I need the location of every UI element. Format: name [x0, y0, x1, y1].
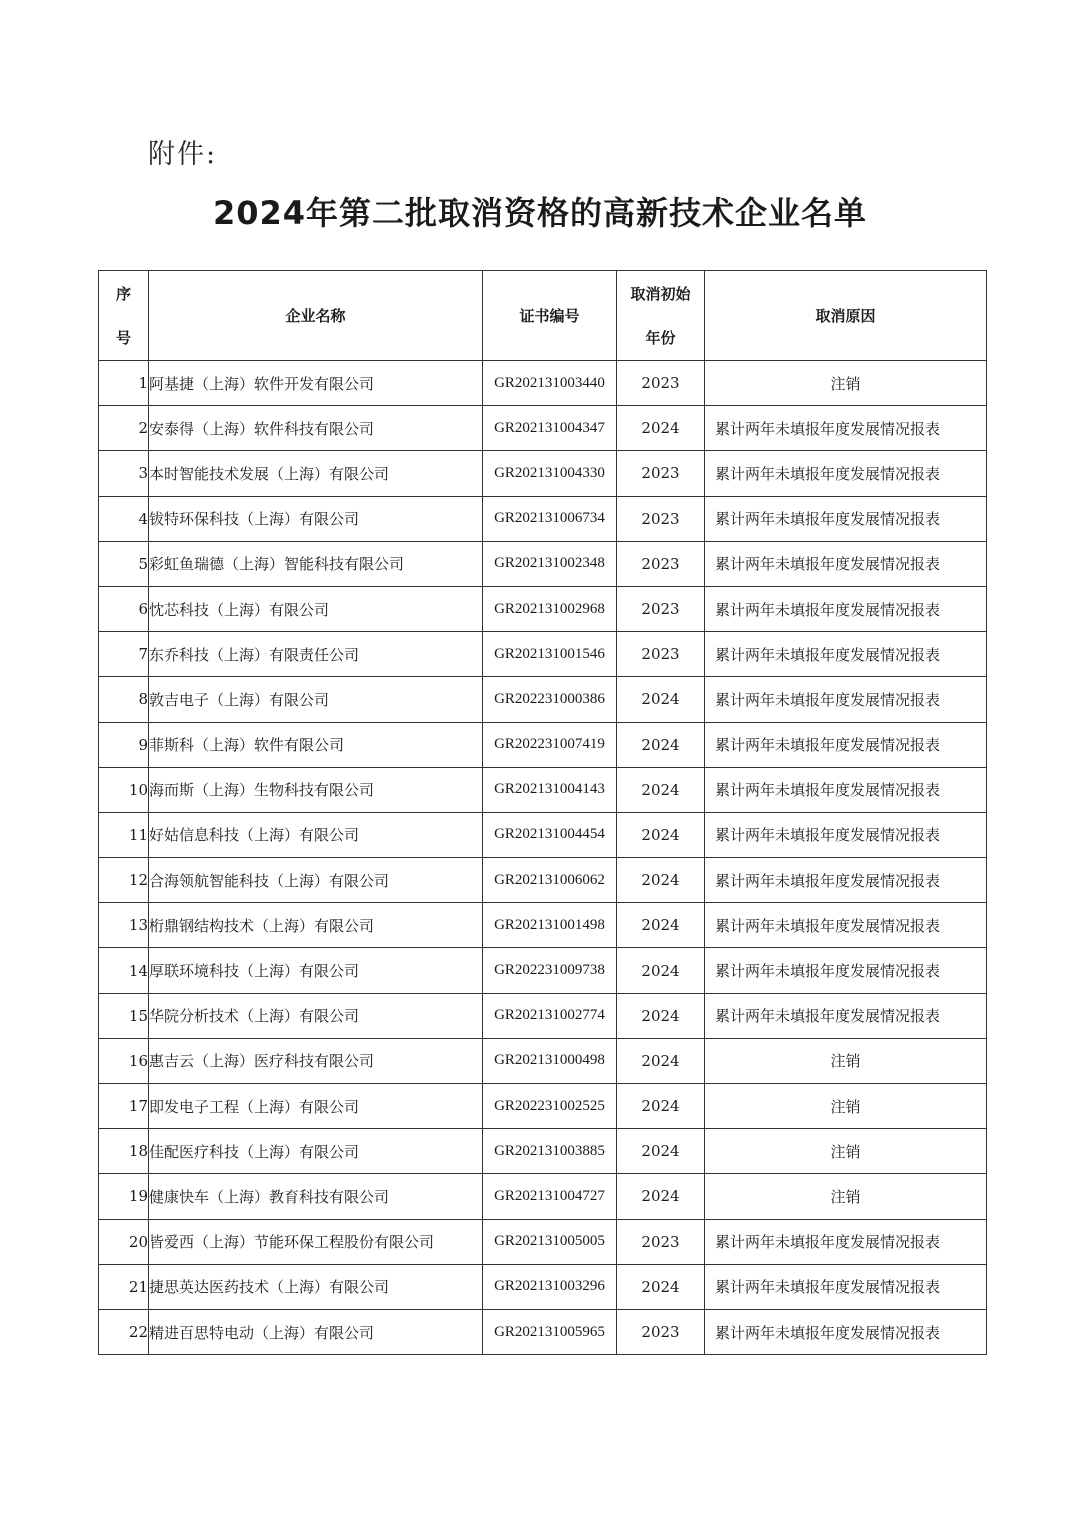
row-cancel-reason: 累计两年未填报年度发展情况报表 [705, 1264, 987, 1309]
table-header-row [99, 271, 987, 361]
row-cancel-reason: 注销 [705, 1174, 987, 1219]
row-seq: 21 [99, 1264, 149, 1309]
row-enterprise-name: 好姑信息科技（上海）有限公司 [149, 812, 483, 857]
row-cancel-year: 2024 [617, 993, 705, 1038]
table-row [99, 1084, 987, 1129]
row-seq: 18 [99, 1129, 149, 1174]
row-certificate-number: GR202131006734 [483, 496, 617, 541]
table-row [99, 1129, 987, 1174]
table-row [99, 632, 987, 677]
header-seq [99, 271, 149, 361]
row-cancel-reason: 累计两年未填报年度发展情况报表 [705, 451, 987, 496]
header-seq-line1: 序 [115, 284, 131, 303]
row-certificate-number: GR202131005965 [483, 1309, 617, 1354]
row-cancel-reason: 注销 [705, 1084, 987, 1129]
row-cancel-reason: 累计两年未填报年度发展情况报表 [705, 632, 987, 677]
table-row [99, 541, 987, 586]
table-row [99, 1038, 987, 1083]
table-row [99, 993, 987, 1038]
row-cancel-reason: 累计两年未填报年度发展情况报表 [705, 767, 987, 812]
row-cancel-year: 2024 [617, 948, 705, 993]
table-row [99, 722, 987, 767]
row-certificate-number: GR202131004727 [483, 1174, 617, 1219]
row-seq: 15 [99, 993, 149, 1038]
row-cancel-year: 2024 [617, 677, 705, 722]
row-certificate-number: GR202231007419 [483, 722, 617, 767]
table-row [99, 948, 987, 993]
row-certificate-number: GR202131004143 [483, 767, 617, 812]
row-seq: 20 [99, 1219, 149, 1264]
row-cancel-reason: 累计两年未填报年度发展情况报表 [705, 812, 987, 857]
row-seq: 11 [99, 812, 149, 857]
row-cancel-year: 2024 [617, 812, 705, 857]
header-year-line1: 取消初始 [630, 284, 691, 303]
header-year-line2: 年份 [645, 328, 676, 347]
row-cancel-year: 2023 [617, 586, 705, 631]
row-certificate-number: GR202131001498 [483, 903, 617, 948]
row-enterprise-name: 厚联环境科技（上海）有限公司 [149, 948, 483, 993]
row-seq: 6 [99, 586, 149, 631]
table-row [99, 406, 987, 451]
table-row [99, 812, 987, 857]
row-cancel-year: 2024 [617, 1038, 705, 1083]
attachment-label: 附件: [148, 139, 218, 170]
table-row [99, 858, 987, 903]
header-certificate-number: 证书编号 [483, 271, 617, 361]
row-certificate-number: GR202131004347 [483, 406, 617, 451]
row-cancel-year: 2024 [617, 722, 705, 767]
table-row [99, 1309, 987, 1354]
row-seq: 8 [99, 677, 149, 722]
row-certificate-number: GR202131002968 [483, 586, 617, 631]
row-cancel-year: 2024 [617, 1264, 705, 1309]
table-row [99, 767, 987, 812]
row-certificate-number: GR202131004330 [483, 451, 617, 496]
row-certificate-number: GR202131005005 [483, 1219, 617, 1264]
row-certificate-number: GR202131003885 [483, 1129, 617, 1174]
row-enterprise-name: 佳配医疗科技（上海）有限公司 [149, 1129, 483, 1174]
row-cancel-reason: 累计两年未填报年度发展情况报表 [705, 496, 987, 541]
row-seq: 22 [99, 1309, 149, 1354]
row-cancel-year: 2024 [617, 1084, 705, 1129]
row-enterprise-name: 华院分析技术（上海）有限公司 [149, 993, 483, 1038]
row-seq: 19 [99, 1174, 149, 1219]
row-enterprise-name: 精进百思特电动（上海）有限公司 [149, 1309, 483, 1354]
row-seq: 7 [99, 632, 149, 677]
row-cancel-year: 2023 [617, 541, 705, 586]
row-cancel-reason: 累计两年未填报年度发展情况报表 [705, 677, 987, 722]
row-seq: 5 [99, 541, 149, 586]
row-enterprise-name: 即发电子工程（上海）有限公司 [149, 1084, 483, 1129]
row-certificate-number: GR202131001546 [483, 632, 617, 677]
row-cancel-reason: 累计两年未填报年度发展情况报表 [705, 586, 987, 631]
row-certificate-number: GR202131002348 [483, 541, 617, 586]
row-certificate-number: GR202131006062 [483, 858, 617, 903]
row-cancel-year: 2023 [617, 451, 705, 496]
row-certificate-number: GR202231009738 [483, 948, 617, 993]
table-row [99, 361, 987, 406]
row-enterprise-name: 忱芯科技（上海）有限公司 [149, 586, 483, 631]
row-certificate-number: GR202131003440 [483, 361, 617, 406]
revoked-enterprise-table [98, 270, 987, 1355]
row-cancel-reason: 累计两年未填报年度发展情况报表 [705, 948, 987, 993]
header-enterprise-name: 企业名称 [149, 271, 483, 361]
table-row [99, 1219, 987, 1264]
header-cancel-reason: 取消原因 [705, 271, 987, 361]
row-enterprise-name: 东乔科技（上海）有限责任公司 [149, 632, 483, 677]
row-seq: 10 [99, 767, 149, 812]
table-row [99, 903, 987, 948]
row-cancel-reason: 累计两年未填报年度发展情况报表 [705, 858, 987, 903]
row-enterprise-name: 安泰得（上海）软件科技有限公司 [149, 406, 483, 451]
row-enterprise-name: 彩虹鱼瑞德（上海）智能科技有限公司 [149, 541, 483, 586]
row-seq: 12 [99, 858, 149, 903]
row-enterprise-name: 桁鼎钢结构技术（上海）有限公司 [149, 903, 483, 948]
row-enterprise-name: 敦吉电子（上海）有限公司 [149, 677, 483, 722]
row-seq: 4 [99, 496, 149, 541]
row-cancel-year: 2023 [617, 1309, 705, 1354]
row-enterprise-name: 本时智能技术发展（上海）有限公司 [149, 451, 483, 496]
header-seq-line2: 号 [115, 328, 131, 347]
row-cancel-reason: 累计两年未填报年度发展情况报表 [705, 722, 987, 767]
row-certificate-number: GR202131002774 [483, 993, 617, 1038]
table-row [99, 1174, 987, 1219]
row-cancel-reason: 注销 [705, 361, 987, 406]
row-cancel-year: 2023 [617, 361, 705, 406]
row-cancel-year: 2024 [617, 903, 705, 948]
row-seq: 9 [99, 722, 149, 767]
document-title: 2024年第二批取消资格的高新技术企业名单 [212, 194, 868, 232]
row-enterprise-name: 合海领航智能科技（上海）有限公司 [149, 858, 483, 903]
row-certificate-number: GR202131000498 [483, 1038, 617, 1083]
row-certificate-number: GR202231000386 [483, 677, 617, 722]
table-row [99, 1264, 987, 1309]
row-enterprise-name: 捷思英达医药技术（上海）有限公司 [149, 1264, 483, 1309]
row-cancel-reason: 注销 [705, 1038, 987, 1083]
row-cancel-year: 2024 [617, 1174, 705, 1219]
row-cancel-reason: 累计两年未填报年度发展情况报表 [705, 903, 987, 948]
row-certificate-number: GR202131004454 [483, 812, 617, 857]
row-seq: 17 [99, 1084, 149, 1129]
row-cancel-year: 2024 [617, 767, 705, 812]
row-seq: 3 [99, 451, 149, 496]
header-cancel-year [617, 271, 705, 361]
row-cancel-reason: 累计两年未填报年度发展情况报表 [705, 993, 987, 1038]
row-enterprise-name: 阿基捷（上海）软件开发有限公司 [149, 361, 483, 406]
row-seq: 16 [99, 1038, 149, 1083]
row-cancel-year: 2024 [617, 1129, 705, 1174]
table-row [99, 586, 987, 631]
table-row [99, 677, 987, 722]
row-seq: 14 [99, 948, 149, 993]
row-cancel-reason: 累计两年未填报年度发展情况报表 [705, 541, 987, 586]
row-enterprise-name: 惠吉云（上海）医疗科技有限公司 [149, 1038, 483, 1083]
row-certificate-number: GR202131003296 [483, 1264, 617, 1309]
row-certificate-number: GR202231002525 [483, 1084, 617, 1129]
row-seq: 1 [99, 361, 149, 406]
row-enterprise-name: 菲斯科（上海）软件有限公司 [149, 722, 483, 767]
row-cancel-year: 2023 [617, 496, 705, 541]
row-cancel-reason: 累计两年未填报年度发展情况报表 [705, 406, 987, 451]
row-cancel-year: 2024 [617, 858, 705, 903]
table-row [99, 496, 987, 541]
row-enterprise-name: 皆爱西（上海）节能环保工程股份有限公司 [149, 1219, 483, 1264]
row-cancel-reason: 注销 [705, 1129, 987, 1174]
row-enterprise-name: 海而斯（上海）生物科技有限公司 [149, 767, 483, 812]
row-seq: 2 [99, 406, 149, 451]
row-enterprise-name: 健康快车（上海）教育科技有限公司 [149, 1174, 483, 1219]
row-enterprise-name: 钹特环保科技（上海）有限公司 [149, 496, 483, 541]
row-cancel-reason: 累计两年未填报年度发展情况报表 [705, 1309, 987, 1354]
table-row [99, 451, 987, 496]
row-cancel-year: 2023 [617, 632, 705, 677]
row-cancel-reason: 累计两年未填报年度发展情况报表 [705, 1219, 987, 1264]
row-cancel-year: 2023 [617, 1219, 705, 1264]
row-cancel-year: 2024 [617, 406, 705, 451]
row-seq: 13 [99, 903, 149, 948]
